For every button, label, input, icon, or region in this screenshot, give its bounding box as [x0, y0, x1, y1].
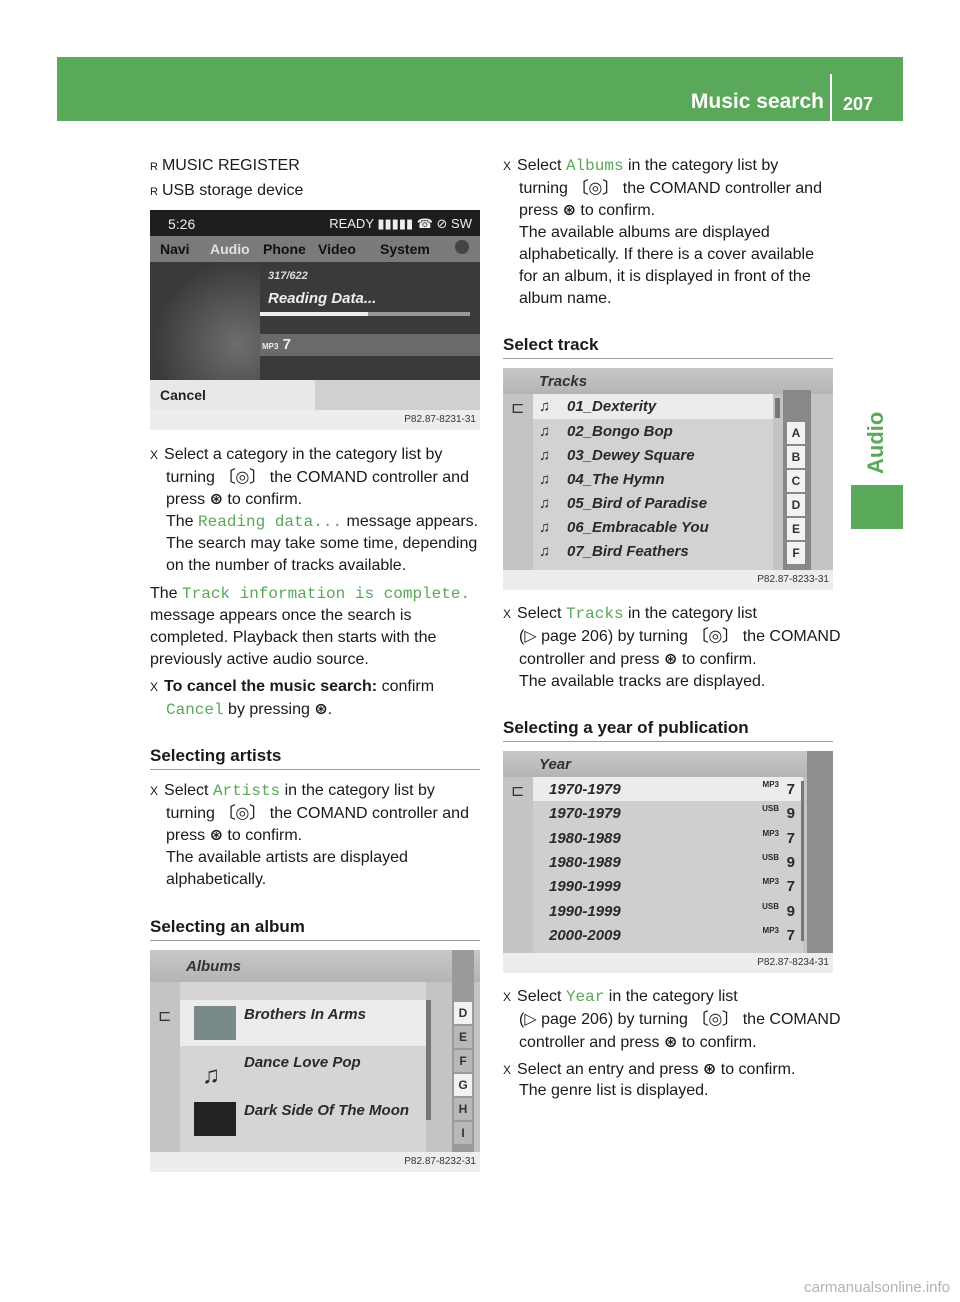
- source-entry: MP3 7: [262, 336, 291, 353]
- step-line: press ⊛ to confirm.: [166, 489, 303, 508]
- step-albums: X Select Albums in the category list by: [503, 157, 779, 175]
- heading-year: Selecting a year of publication: [503, 718, 749, 737]
- back-icon[interactable]: ⊏: [511, 400, 525, 417]
- back-icon[interactable]: ⊏: [158, 1008, 172, 1025]
- menu-video[interactable]: Video: [318, 241, 356, 257]
- divider: [150, 940, 480, 941]
- list-item[interactable]: ♫ Dance Love Pop: [202, 1054, 361, 1089]
- step-artists: X Select Artists in the category list by: [150, 782, 435, 800]
- step-line: press ⊛ to confirm.: [519, 200, 656, 219]
- letter-button[interactable]: H: [454, 1098, 472, 1120]
- letter-button[interactable]: D: [454, 1002, 472, 1024]
- source-icon: MP3: [762, 925, 779, 935]
- music-note-icon: ♫: [202, 1062, 220, 1089]
- side-label: Audio: [863, 411, 888, 474]
- list-item[interactable]: 1990-1999 MP3 7: [549, 877, 795, 896]
- progress-bar: [260, 312, 368, 316]
- list-item[interactable]: ♫ 01_Dexterity: [533, 394, 773, 419]
- letter-button[interactable]: E: [787, 518, 805, 540]
- step-line: (▷ page 206) by turning 〔◎〕 the COMAND: [519, 626, 841, 645]
- side-bar: [807, 751, 833, 953]
- press-icon: ⊛: [562, 200, 576, 219]
- screenshot-tracks: [503, 368, 833, 590]
- controller-icon: 〔◎〕: [692, 1009, 739, 1028]
- step-line: The available albums are displayed: [519, 224, 770, 241]
- press-icon: ⊛: [314, 699, 328, 718]
- press-icon: ⊛: [209, 489, 223, 508]
- list-item[interactable]: 2000-2009 MP3 7: [549, 925, 795, 944]
- scrollbar[interactable]: [426, 1000, 431, 1120]
- step-line: alphabetically. If there is a cover available: [519, 246, 814, 263]
- divider: [150, 769, 480, 770]
- source-icon: MP3: [762, 877, 779, 887]
- step-line: on the number of tracks available.: [166, 557, 407, 574]
- source-icon: MP3: [762, 828, 779, 838]
- step-entry: X Select an entry and press ⊛ to confirm.: [503, 1059, 796, 1078]
- controller-icon: 〔◎〕: [572, 178, 619, 197]
- album-cover: [194, 1006, 236, 1040]
- step-tracks: X Select Tracks in the category list: [503, 605, 757, 623]
- list-item[interactable]: 1990-1999 USB 9: [549, 901, 795, 920]
- screenshot-year: [503, 751, 833, 973]
- bullet-item: R MUSIC REGISTER: [150, 157, 300, 174]
- step-line: album name.: [519, 290, 612, 307]
- watermark: carmanualsonline.info: [804, 1279, 950, 1296]
- press-icon: ⊛: [663, 1032, 678, 1051]
- clock: 5:26: [168, 216, 196, 232]
- list-item[interactable]: ♫ 05_Bird of Paradise: [539, 495, 708, 512]
- menu-navi[interactable]: Navi: [160, 241, 190, 257]
- list-item[interactable]: ♫ 03_Dewey Square: [539, 447, 695, 464]
- track-count: 317/622: [268, 270, 308, 282]
- globe-icon[interactable]: [455, 240, 469, 254]
- paragraph-line: completed. Playback then starts with the: [150, 629, 437, 646]
- step-line: controller and press ⊛ to confirm.: [519, 1032, 757, 1051]
- step-line: The available artists are displayed: [166, 849, 408, 866]
- heading-artists: Selecting artists: [150, 746, 282, 765]
- paragraph-line: message appears once the search is: [150, 607, 412, 624]
- header-separator: [830, 74, 832, 121]
- back-icon[interactable]: ⊏: [511, 783, 525, 800]
- step-line: alphabetically.: [166, 871, 267, 888]
- controller-icon: 〔◎〕: [692, 626, 739, 645]
- step-line: for an album, it is displayed in front of the: [519, 268, 811, 285]
- image-ref: P82.87-8231-31: [404, 414, 476, 425]
- menu-phone[interactable]: Phone: [263, 241, 306, 257]
- page-number: 207: [843, 94, 874, 114]
- step-line: The search may take some time, depending: [166, 535, 478, 552]
- alphabet-bar: [452, 950, 474, 1152]
- step-cancel: X To cancel the music search: confirm: [150, 678, 435, 695]
- list-item[interactable]: 1970-1979 USB 9: [549, 804, 795, 823]
- page-ref-icon: ▷: [524, 626, 537, 645]
- divider: [503, 741, 833, 742]
- alphabet-bar: [783, 390, 811, 570]
- status-bar: READY ▮▮▮▮▮ ☎ ⊘ SW: [329, 216, 472, 231]
- image-ref: P82.87-8232-31: [404, 1156, 476, 1167]
- menu-audio[interactable]: Audio: [210, 241, 250, 257]
- page-ref-icon: ▷: [524, 1009, 537, 1028]
- step-line: Cancel by pressing ⊛.: [166, 699, 333, 719]
- step-line: (▷ page 206) by turning 〔◎〕 the COMAND: [519, 1009, 841, 1028]
- list-title: Albums: [186, 958, 242, 975]
- letter-button[interactable]: C: [787, 470, 805, 492]
- step-line: turning 〔◎〕 the COMAND controller and: [519, 178, 822, 197]
- press-icon: ⊛: [663, 649, 678, 668]
- step-line: The Reading data... message appears.: [166, 513, 479, 531]
- scrollbar[interactable]: [801, 781, 804, 941]
- page-title: Music search: [690, 90, 824, 113]
- screenshot-reading-data: [150, 210, 480, 430]
- letter-button[interactable]: F: [454, 1050, 472, 1072]
- menu-system[interactable]: System: [380, 241, 430, 257]
- step-line: turning 〔◎〕 the COMAND controller and: [166, 467, 469, 486]
- step-year: X Select Year in the category list: [503, 988, 738, 1006]
- list-item[interactable]: Brothers In Arms: [180, 1000, 426, 1046]
- image-ref: P82.87-8234-31: [757, 957, 829, 968]
- list-item[interactable]: 1980-1989 USB 9: [549, 852, 795, 871]
- list-item[interactable]: ♫ 02_Bongo Bop: [539, 423, 673, 440]
- list-title: Tracks: [539, 373, 588, 390]
- list-item[interactable]: ♫ 07_Bird Feathers: [539, 543, 689, 560]
- cancel-button[interactable]: Cancel: [160, 387, 206, 403]
- paragraph-line: The Track information is complete.: [150, 585, 471, 603]
- letter-button[interactable]: D: [787, 494, 805, 516]
- source-icon: MP3: [762, 780, 779, 789]
- letter-button[interactable]: G: [454, 1074, 472, 1096]
- controller-icon: 〔◎〕: [219, 803, 266, 822]
- press-icon: ⊛: [209, 825, 223, 844]
- list-item[interactable]: 1970-1979 MP3 7: [533, 777, 803, 801]
- step-line: controller and press ⊛ to confirm.: [519, 649, 757, 668]
- paragraph-line: previously active audio source.: [150, 651, 369, 668]
- source-icon: USB: [762, 804, 779, 814]
- side-tab: [851, 485, 903, 529]
- step-line: press ⊛ to confirm.: [166, 825, 303, 844]
- reading-message: Reading Data...: [268, 290, 377, 307]
- source-icon: USB: [762, 852, 779, 862]
- letter-button[interactable]: E: [454, 1026, 472, 1048]
- controller-icon: 〔◎〕: [219, 467, 266, 486]
- step-select-category: X Select a category in the category list by: [150, 446, 443, 463]
- letter-button[interactable]: F: [787, 542, 805, 564]
- letter-button[interactable]: A: [787, 422, 805, 444]
- source-icon: USB: [762, 901, 779, 911]
- step-line: turning 〔◎〕 the COMAND controller and: [166, 803, 469, 822]
- list-item[interactable]: ♫ 04_The Hymn: [539, 471, 665, 488]
- press-icon: ⊛: [702, 1059, 717, 1078]
- divider: [503, 358, 833, 359]
- step-line: The genre list is displayed.: [519, 1082, 709, 1099]
- step-line: The available tracks are displayed.: [519, 673, 766, 690]
- heading-track: Select track: [503, 335, 599, 354]
- heading-album: Selecting an album: [150, 917, 305, 936]
- list-item[interactable]: Dark Side Of The Moon: [180, 1096, 426, 1142]
- screenshot-albums: [150, 950, 480, 1172]
- disc-graphic: [150, 262, 260, 380]
- bullet-item: R USB storage device: [150, 182, 304, 199]
- list-item[interactable]: ♫ 06_Embracable You: [539, 519, 709, 536]
- image-ref: P82.87-8233-31: [757, 574, 829, 585]
- scrollbar[interactable]: [775, 398, 780, 418]
- letter-button[interactable]: B: [787, 446, 805, 468]
- list-title: Year: [539, 756, 571, 773]
- list-item[interactable]: 1980-1989 MP3 7: [549, 828, 795, 847]
- letter-button[interactable]: I: [454, 1122, 472, 1144]
- album-cover: [194, 1102, 236, 1136]
